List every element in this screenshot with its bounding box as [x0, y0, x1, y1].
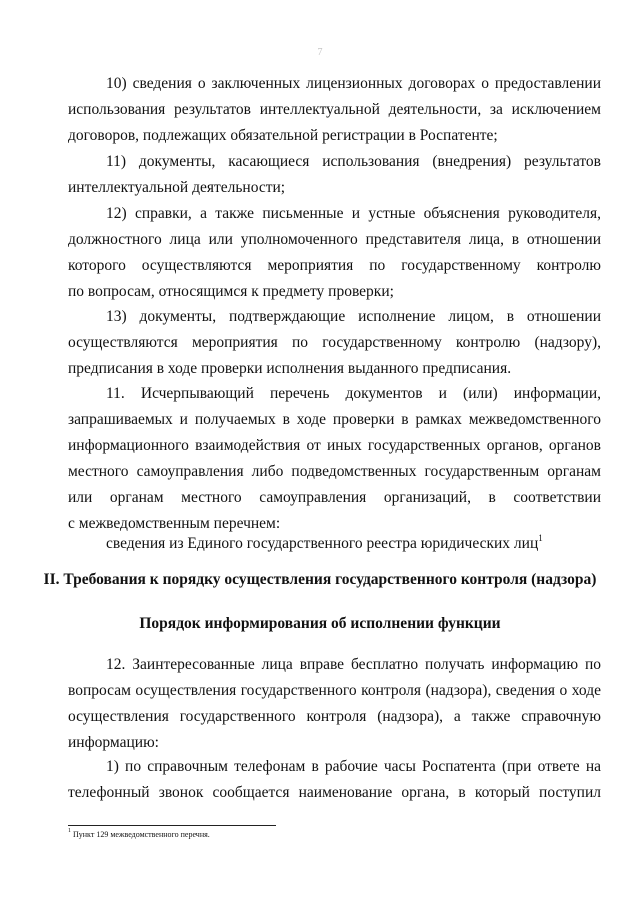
- text-run: сведения из Единого государственного реестра юридических лиц: [106, 535, 539, 552]
- text-line: 12. Заинтересованные лица вправе бесплатно получать информацию по: [106, 656, 601, 673]
- text-line: вопросам осуществления государственного контроля (надзора), сведения о ходе: [68, 682, 601, 699]
- text-line: должностного лица или уполномоченного представителя лица, в отношении: [68, 231, 601, 248]
- page-number: 7: [317, 47, 323, 58]
- text-line: договоров, подлежащих обязательной регистрации в Роспатенте;: [68, 127, 498, 144]
- text-line: информационного взаимодействия от иных государственных органов, органов: [68, 437, 601, 454]
- text-line: телефонный звонок сообщается наименование органа, в который поступил: [68, 784, 601, 801]
- paragraph-item-11: [68, 149, 601, 201]
- text-line: 10) сведения о заключенных лицензионных договорах о предоставлении: [106, 75, 601, 92]
- text-line: 11. Исчерпывающий перечень документов и (или) информации,: [106, 385, 601, 402]
- text-line: [68, 531, 601, 557]
- footnote-text: Пункт 129 межведомственного перечня.: [73, 830, 210, 839]
- text-line: запрашиваемых и получаемых в ходе проверки в рамках межведомственного: [68, 411, 601, 428]
- text-line: по вопросам, относящимся к предмету проверки;: [68, 283, 394, 300]
- text-line: или органам местного самоуправления организаций, в соответствии: [68, 489, 601, 506]
- footnote-separator: [68, 825, 276, 826]
- paragraph-item-10: [68, 71, 601, 149]
- text-line: интеллектуальной деятельности;: [68, 179, 286, 196]
- text-line: с межведомственным перечнем:: [68, 515, 281, 532]
- text-line: которого осуществляются мероприятия по государственному контролю: [68, 257, 601, 274]
- paragraph-clause-11: [68, 381, 601, 537]
- text-line: 12) справки, а также письменные и устные объяснения руководителя,: [106, 205, 601, 222]
- paragraph-clause-12: [68, 652, 601, 756]
- text-line: осуществления государственного контроля (надзора), а также справочную: [68, 708, 601, 725]
- footnote-reference: 1: [538, 532, 543, 543]
- subsection-heading: Порядок информирования об исполнении функции: [139, 615, 501, 632]
- footnote-mark: 1: [68, 828, 71, 835]
- paragraph-subitem-1: [68, 754, 601, 806]
- text-line: местного самоуправления либо подведомственных государственным органам: [68, 463, 601, 480]
- text-line: осуществляются мероприятия по государственному контролю (надзору),: [68, 334, 601, 351]
- paragraph-item-12: [68, 201, 601, 305]
- text-line: предписания в ходе проверки исполнения выданного предписания.: [68, 360, 512, 377]
- section-heading: II. Требования к порядку осуществления государственного контроля (надзора): [43, 571, 597, 588]
- paragraph-egrul: [68, 531, 601, 557]
- text-line: 11) документы, касающиеся использования (внедрения) результатов: [106, 153, 601, 170]
- paragraph-item-13: [68, 304, 601, 382]
- text-line: использования результатов интеллектуальной деятельности, за исключением: [68, 101, 601, 118]
- text-line: информацию:: [68, 734, 159, 751]
- text-line: 13) документы, подтверждающие исполнение лицом, в отношении: [106, 308, 601, 325]
- footnote: [68, 830, 210, 840]
- text-line: 1) по справочным телефонам в рабочие часы Роспатента (при ответе на: [106, 758, 601, 775]
